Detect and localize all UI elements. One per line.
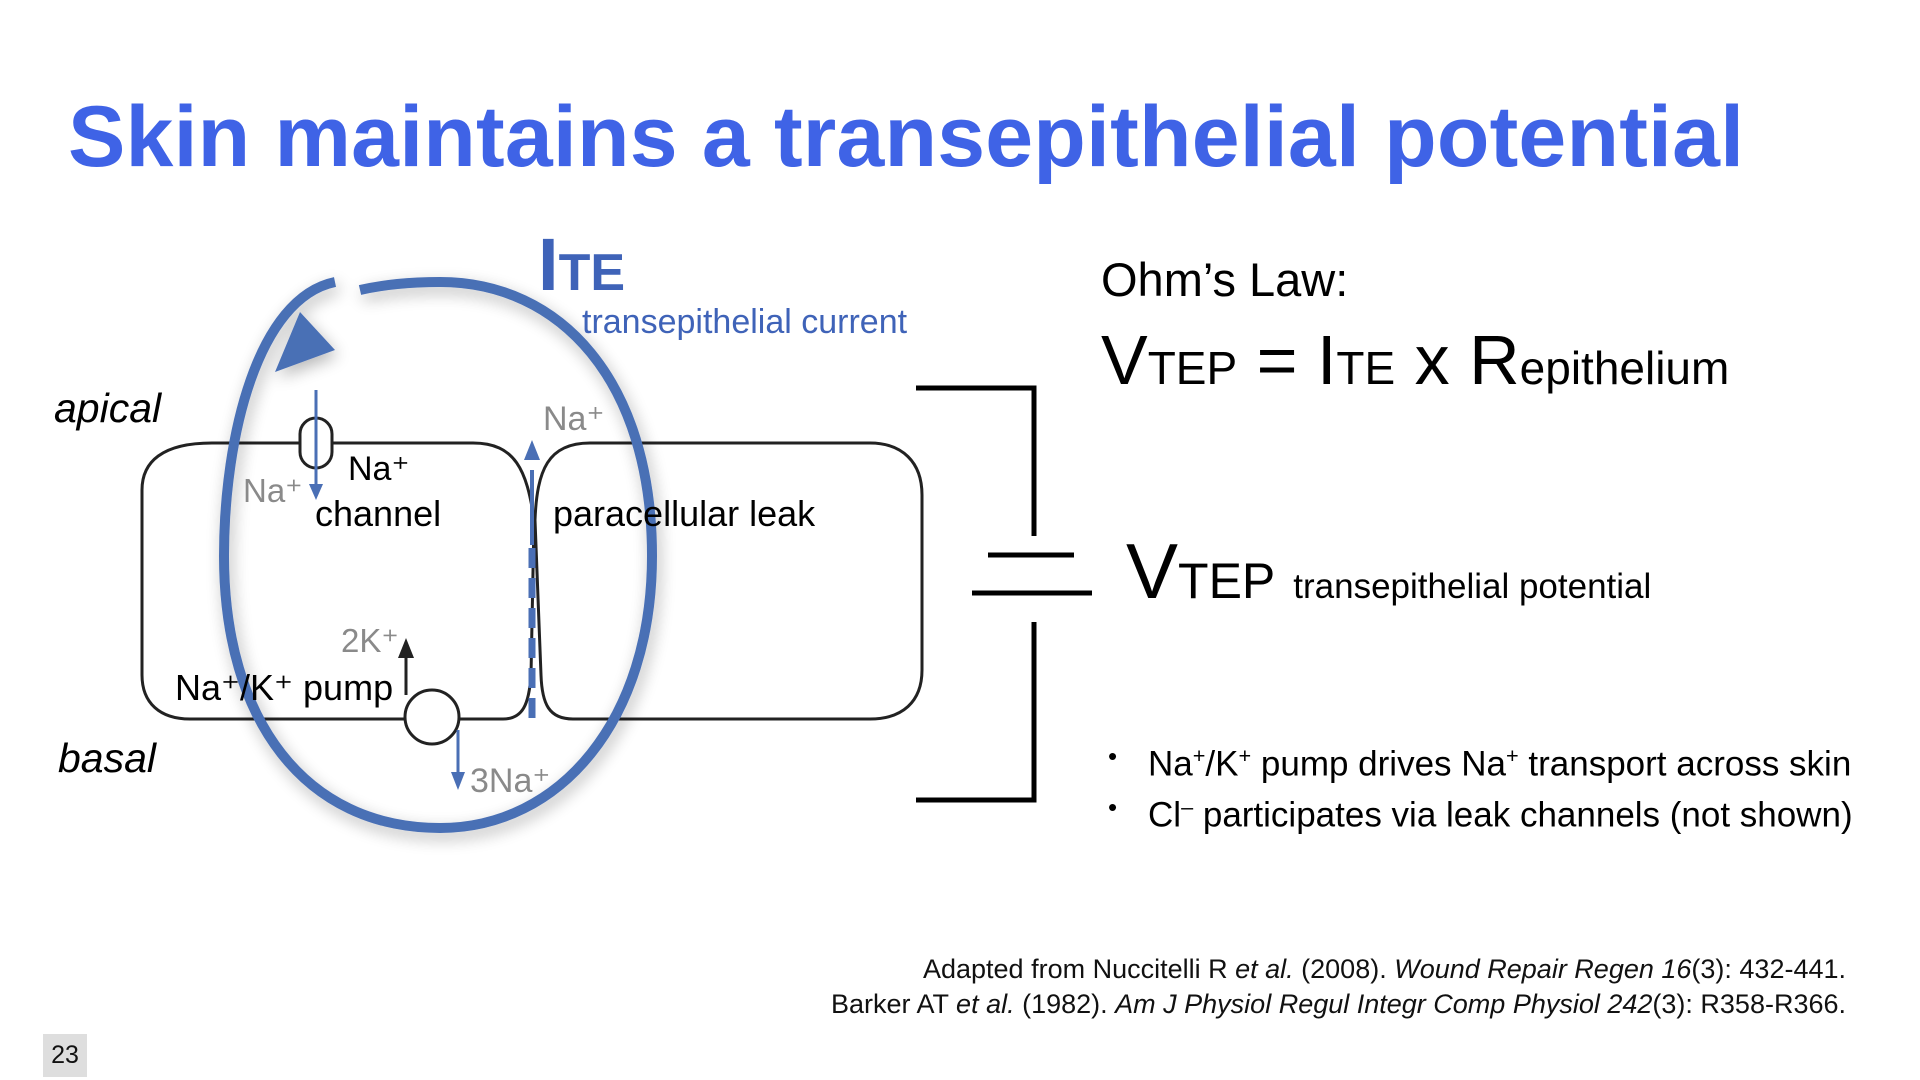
slide-title: Skin maintains a transepithelial potential: [68, 89, 1745, 185]
ref-text: (2008).: [1293, 954, 1395, 984]
references: [831, 952, 1846, 1022]
na-channel-ion-label: Na⁺: [243, 472, 303, 509]
reference-line-1: [831, 952, 1846, 987]
formula-v-sub: TEP: [1147, 342, 1238, 394]
reference-line-2: [831, 987, 1846, 1022]
ref-text: (3): 432-441.: [1691, 954, 1846, 984]
vtep-sub: TEP: [1178, 553, 1276, 609]
formula-i-sub: TE: [1336, 342, 1396, 394]
apical-label: apical: [54, 385, 162, 431]
bullet-text: transport across skin: [1518, 744, 1852, 784]
basal-label: basal: [58, 735, 157, 781]
formula-times: x: [1395, 321, 1470, 399]
na-channel-label-line1: Na⁺: [348, 450, 410, 488]
na3-arrowhead: [451, 772, 465, 790]
paracellular-arrowhead: [524, 440, 540, 460]
bullet-text: Cl: [1148, 795, 1182, 835]
bullet-text: /K: [1205, 744, 1239, 784]
formula-equals: =: [1237, 321, 1317, 399]
ref-text: Barker AT: [831, 989, 957, 1019]
k-arrowhead: [398, 638, 414, 658]
vtep-battery-label: [1126, 526, 1651, 617]
ref-text: (3): R358-R366.: [1652, 989, 1846, 1019]
k-ion-label: 2K⁺: [341, 622, 399, 659]
bullet-text: Na: [1148, 744, 1193, 784]
ref-text: (1982).: [1014, 989, 1116, 1019]
ohms-law-label: Ohm’s Law:: [1101, 253, 1349, 306]
na-channel-label-line2: channel: [315, 493, 442, 534]
paracellular-label: paracellular leak: [553, 493, 816, 534]
page-number: 23: [43, 1034, 87, 1077]
ohms-law-formula: [1101, 320, 1729, 400]
bullet-item: [1108, 786, 1853, 837]
ref-text: Adapted from Nuccitelli R: [922, 954, 1236, 984]
ref-italic: et al.: [956, 989, 1015, 1019]
ref-italic: et al.: [1235, 954, 1294, 984]
right-cell-membrane: [535, 443, 922, 719]
vtep-description: transepithelial potential: [1293, 567, 1652, 606]
formula-i: I: [1316, 321, 1337, 399]
bullet-text: participates via leak channels (not shown): [1193, 795, 1853, 835]
battery-symbol: [916, 388, 1092, 800]
bullet-sup: –: [1181, 793, 1194, 819]
current-label: transepithelial current: [582, 303, 908, 341]
ref-journal: Wound Repair Regen 16: [1394, 954, 1692, 984]
bullet-sup: +: [1192, 743, 1206, 768]
paracellular-ion-label: Na⁺: [543, 400, 605, 438]
formula-r-sub: epithelium: [1519, 342, 1730, 394]
ite-label: ITE: [538, 223, 626, 306]
na-k-pump: [405, 690, 459, 744]
formula-v: V: [1101, 321, 1148, 399]
bullet-sup: +: [1238, 743, 1252, 768]
bullet-sup: +: [1506, 743, 1519, 768]
bullet-text: pump drives Na: [1251, 744, 1506, 784]
vtep-v: V: [1126, 527, 1179, 615]
pump-label: Na⁺/K⁺ pump: [175, 667, 394, 708]
bullet-item: [1108, 735, 1853, 786]
ref-journal: Am J Physiol Regul Integr Comp Physiol 242: [1115, 989, 1653, 1019]
na3-ion-label: 3Na⁺: [470, 762, 551, 800]
bullet-list: [1108, 735, 1853, 836]
formula-r: R: [1469, 321, 1520, 399]
